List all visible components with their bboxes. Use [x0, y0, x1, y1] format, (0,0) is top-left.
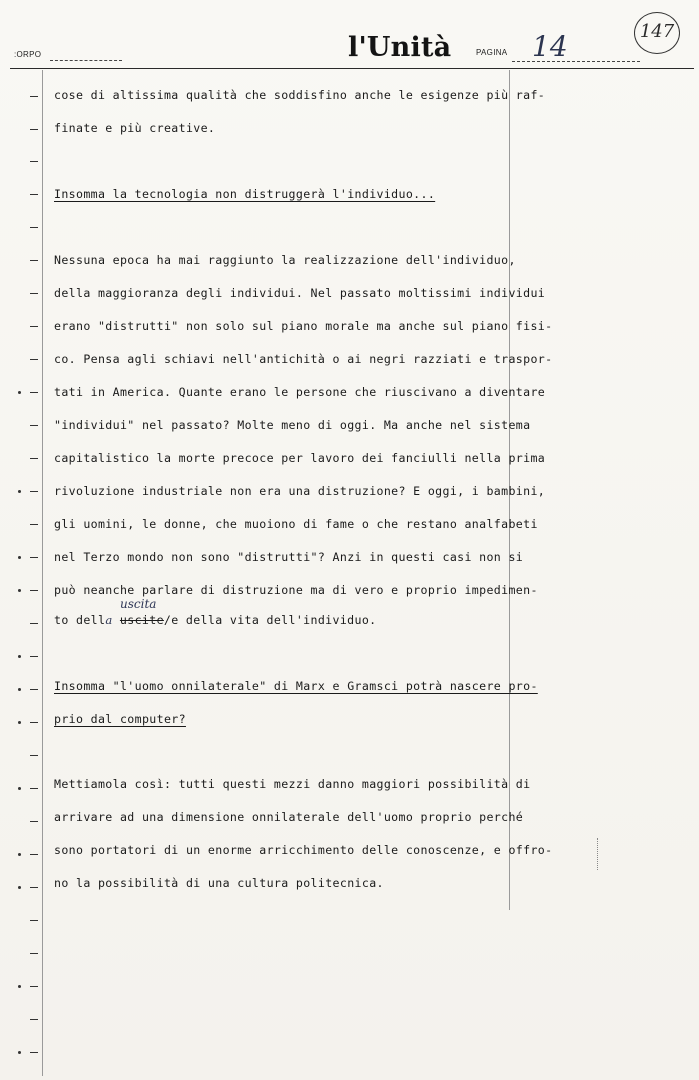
tick-mark [30, 755, 38, 756]
tick-mark [30, 458, 38, 459]
text-line: della maggioranza degli individui. Nel passato moltissimi individui [54, 286, 546, 300]
corpo-fill-line [50, 60, 122, 61]
struck-word: uscite [119, 613, 164, 627]
text-line: può neanche parlare di distruzione ma di vero e proprio impedimen- [54, 583, 538, 597]
margin-dot [18, 688, 21, 691]
tick-mark [30, 722, 38, 723]
interview-question: Insomma "l'uomo onnilaterale" di Marx e Gramsci potrà nascere pro- [54, 679, 538, 693]
margin-dot [18, 721, 21, 724]
margin-dot [18, 985, 21, 988]
text-line: cose di altissima qualità che soddisfino anche le esigenze più raf- [54, 88, 546, 102]
text-line: arrivare ad una dimensione onnilaterale dell'uomo proprio perché [54, 810, 524, 824]
newspaper-masthead: l'Unità [348, 32, 452, 63]
tick-mark [30, 887, 38, 888]
margin-dot [18, 886, 21, 889]
tick-mark [30, 293, 38, 294]
text-line: co. Pensa agli schiavi nell'antichità o ai negri razziati e traspor- [54, 352, 553, 366]
tick-mark [30, 96, 38, 97]
tick-mark [30, 986, 38, 987]
margin-dot [18, 391, 21, 394]
tick-mark [30, 590, 38, 591]
tick-mark [30, 623, 38, 624]
tick-mark [30, 129, 38, 130]
tick-mark [30, 1019, 38, 1020]
handwritten-caret-letter: a [105, 613, 113, 627]
margin-dot [18, 655, 21, 658]
tick-mark [30, 194, 38, 195]
tick-mark [30, 524, 38, 525]
tick-mark [30, 557, 38, 558]
corrected-text-line [54, 613, 376, 627]
tick-mark [30, 821, 38, 822]
text-line: tati in America. Quante erano le persone che riuscivano a diventare [54, 385, 546, 399]
tick-mark [30, 854, 38, 855]
line-count-ticks [0, 0, 46, 1080]
tick-mark [30, 392, 38, 393]
margin-dot [18, 853, 21, 856]
tick-mark [30, 260, 38, 261]
text-line: Nessuna epoca ha mai raggiunto la realizzazione dell'individuo, [54, 253, 516, 267]
tick-mark [30, 161, 38, 162]
text-line: no la possibilità di una cultura politecnica. [54, 876, 384, 890]
text-line: erano "distrutti" non solo sul piano morale ma anche sul piano fisi- [54, 319, 553, 333]
archive-stamp-number: 147 [639, 21, 675, 42]
interview-question: Insomma la tecnologia non distruggerà l'individuo... [54, 187, 436, 201]
tick-mark [30, 359, 38, 360]
tick-mark [30, 491, 38, 492]
header-rule [10, 68, 694, 69]
tick-mark [30, 326, 38, 327]
text-segment: /e della vita dell'individuo. [163, 613, 377, 627]
tick-mark [30, 1052, 38, 1053]
tick-mark [30, 425, 38, 426]
tick-mark [30, 953, 38, 954]
handwritten-correction: uscita [120, 597, 157, 611]
margin-dot [18, 556, 21, 559]
page-number-handwritten: 14 [532, 30, 568, 63]
interview-question: prio dal computer? [54, 712, 186, 726]
text-segment: to dell [54, 613, 106, 627]
stray-pencil-mark [597, 838, 598, 870]
corpo-label: :ORPO [14, 50, 42, 59]
text-line: rivoluzione industriale non era una distruzione? E oggi, i bambini, [54, 484, 546, 498]
text-line: Mettiamola così: tutti questi mezzi danno maggiori possibilità di [54, 777, 531, 791]
margin-dot [18, 589, 21, 592]
tick-mark [30, 656, 38, 657]
text-line: finate e più creative. [54, 121, 216, 135]
margin-dot [18, 490, 21, 493]
text-line: gli uomini, le donne, che muoiono di fame o che restano analfabeti [54, 517, 538, 531]
tick-mark [30, 689, 38, 690]
text-line: capitalistico la morte precoce per lavoro dei fanciulli nella prima [54, 451, 546, 465]
archive-stamp-circle [634, 12, 680, 54]
tick-mark [30, 227, 38, 228]
margin-dot [18, 787, 21, 790]
margin-dot [18, 1051, 21, 1054]
tick-mark [30, 788, 38, 789]
tick-mark [30, 920, 38, 921]
text-line: sono portatori di un enorme arricchimento delle conoscenze, e offro- [54, 843, 553, 857]
text-line: "individui" nel passato? Molte meno di oggi. Ma anche nel sistema [54, 418, 531, 432]
text-line: nel Terzo mondo non sono "distrutti"? Anzi in questi casi non si [54, 550, 524, 564]
pagina-label: PAGINA [476, 48, 508, 57]
